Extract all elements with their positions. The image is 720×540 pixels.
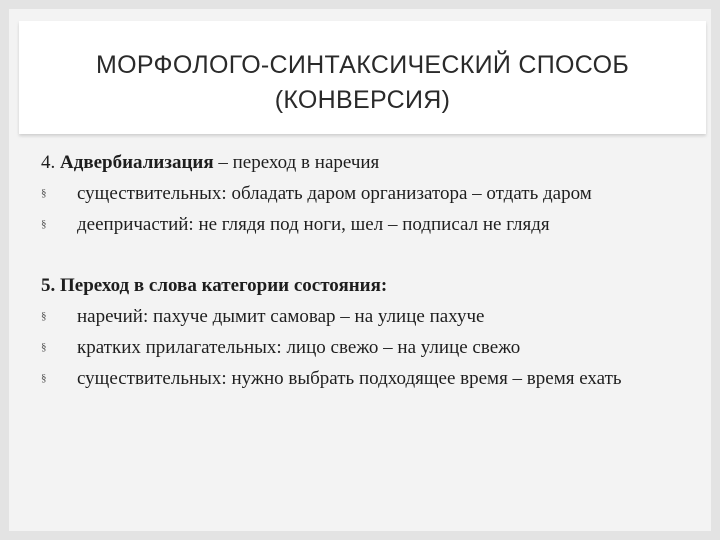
list-item-text: наречий: пахуче дымит самовар – на улице пахуче xyxy=(77,306,485,327)
title-box xyxy=(19,21,706,134)
list-item xyxy=(41,209,691,240)
list-item xyxy=(41,301,691,332)
bullet-icon: § xyxy=(41,372,47,384)
slide xyxy=(9,9,711,531)
bullet-icon: § xyxy=(41,310,47,322)
list-item-text: кратких прилагательных: лицо свежо – на улице свежо xyxy=(77,337,521,358)
list-item-text: деепричастий: не глядя под ноги, шел – подписал не глядя xyxy=(77,214,550,235)
list-item xyxy=(41,332,691,363)
section-5-title: 5. Переход в слова категории состояния: xyxy=(41,275,388,296)
bullet-icon: § xyxy=(41,341,47,353)
list-item xyxy=(41,363,691,394)
section-4-description: – переход в наречия xyxy=(213,152,380,173)
section-5-heading xyxy=(41,270,691,301)
section-4-term: Адвербиализация xyxy=(60,152,214,173)
section-4-number: 4. xyxy=(41,152,60,173)
list-item-text: существительных: обладать даром организатора – отдать даром xyxy=(77,183,592,204)
title-line-2: (КОНВЕРСИЯ) xyxy=(274,86,451,114)
slide-title xyxy=(19,21,706,118)
list-item-text: существительных: нужно выбрать подходящее время – время ехать xyxy=(77,368,622,389)
title-line-1: МОРФОЛОГО-СИНТАКСИЧЕСКИЙ СПОСОБ xyxy=(95,51,630,79)
slide-body xyxy=(41,147,691,394)
spacer xyxy=(41,240,691,270)
list-item xyxy=(41,178,691,209)
bullet-icon: § xyxy=(41,218,47,230)
section-4-heading xyxy=(41,147,691,178)
bullet-icon: § xyxy=(41,187,47,199)
